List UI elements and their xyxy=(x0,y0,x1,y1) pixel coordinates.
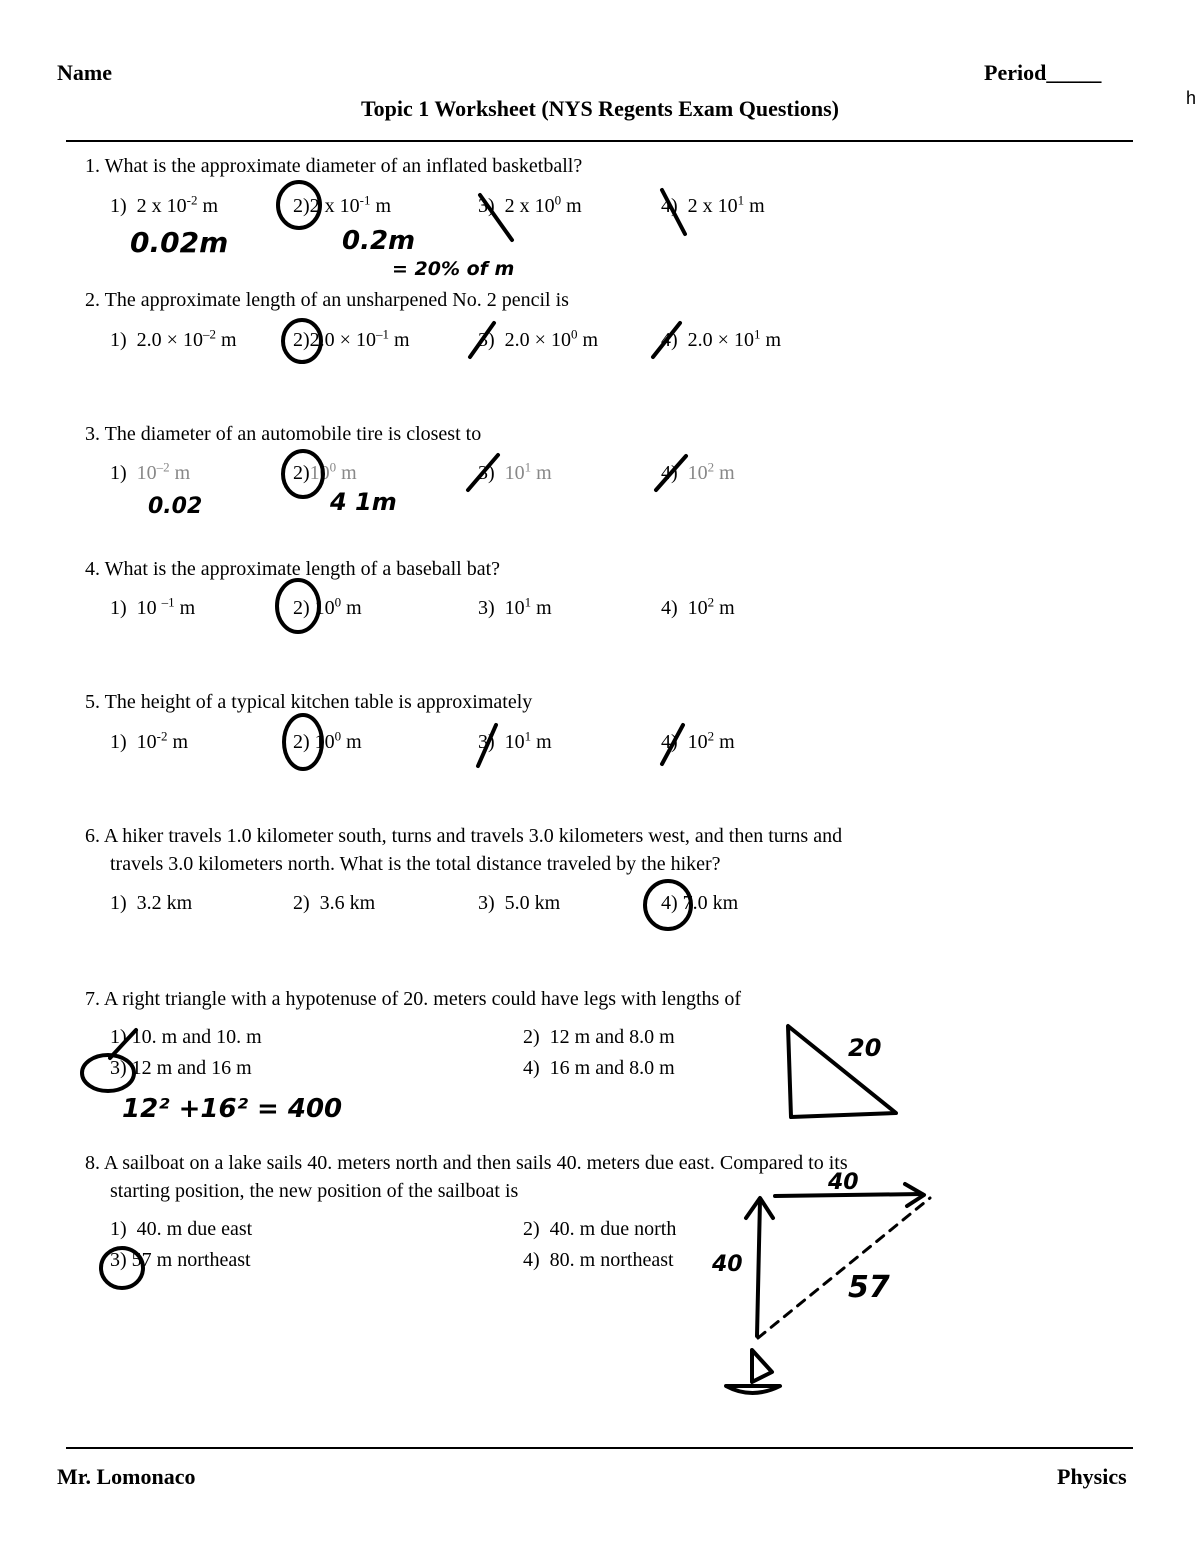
q8-north-label: 40 xyxy=(712,1252,743,1277)
q2-option-2[interactable]: $2)2.0 \times 10^{-1}$ m xyxy=(293,326,410,351)
q1-handwritten-note-c: = 20% of m xyxy=(392,258,515,280)
q1-handwritten-note-a: 0.02m xyxy=(130,226,229,259)
header-rule xyxy=(66,140,1133,142)
q4-option-3[interactable]: 3) $10^1$ m xyxy=(478,594,552,619)
q4-option-4[interactable]: 4) $10^2$ m xyxy=(661,594,735,619)
q8-diagonal-label: 57 xyxy=(848,1270,890,1305)
question-5-stem: 5. The height of a typical kitchen table is approximately xyxy=(85,691,533,713)
teacher-name: Mr. Lomonaco xyxy=(57,1464,196,1489)
q7-option-2[interactable]: 2) 12 m and 8.0 m xyxy=(523,1026,675,1048)
q7-handwritten-work: 12² +16² = 400 xyxy=(122,1094,343,1124)
q5-option-4[interactable]: 4) $10^2$ m xyxy=(661,728,735,753)
q1-handwritten-note-b: 0.2m xyxy=(342,226,416,256)
q1-option-4[interactable]: 4) 2 x $10^1$ m xyxy=(661,192,765,217)
q7-triangle-label: 20 xyxy=(848,1034,882,1062)
q2-option-3[interactable]: 3) $2.0 \times 10^0$ m xyxy=(478,326,599,351)
q3-option-1[interactable]: 1) $10^{-2}$ m xyxy=(110,459,191,484)
q8-east-arrowhead xyxy=(905,1184,924,1206)
q4-option-1[interactable]: 1) 10 $^{-1}$ m xyxy=(110,594,196,619)
q8-option-1[interactable]: 1) 40. m due east xyxy=(110,1218,253,1240)
question-1-stem: 1. What is the approximate diameter of an inflated basketball? xyxy=(85,155,583,177)
question-7-stem: 7. A right triangle with a hypotenuse of 20. meters could have legs with lengths of xyxy=(85,988,741,1010)
q1-option-1[interactable]: 1) 2 x $10^{-2}$ m xyxy=(110,192,219,217)
q6-option-3[interactable]: 3) 5.0 km xyxy=(478,892,561,914)
q2-option-1[interactable]: 1) $2.0 \times 10^{-2}$ m xyxy=(110,326,237,351)
q8-option-3[interactable]: 3) 57 m northeast xyxy=(110,1249,251,1271)
margin-mark: h xyxy=(1186,88,1197,108)
q1-option-2[interactable]: 2)2 x $10^{-1}$ m xyxy=(293,192,392,217)
q3-option-4[interactable]: 4) $10^2$ m xyxy=(661,459,735,484)
q5-option-2[interactable]: 2) $10^0$ m xyxy=(293,728,362,753)
q6-option-4[interactable]: 4) 7.0 km xyxy=(661,892,739,914)
period-label: Period_____ xyxy=(984,60,1102,85)
question-6-stem-line-2: travels 3.0 kilometers north. What is the total distance traveled by the hiker? xyxy=(110,853,721,875)
q6-option-2[interactable]: 2) 3.6 km xyxy=(293,892,376,914)
q7-option-1[interactable]: 1) 10. m and 10. m xyxy=(110,1026,262,1048)
q7-option-3[interactable]: 3) 12 m and 16 m xyxy=(110,1057,252,1079)
worksheet-title: Topic 1 Worksheet (NYS Regents Exam Questions) xyxy=(361,96,839,121)
q4-option-2[interactable]: 2) $10^0$ m xyxy=(293,594,362,619)
q8-east-label: 40 xyxy=(828,1170,859,1195)
subject-label: Physics xyxy=(1057,1464,1127,1489)
q5-option-3[interactable]: 3) $10^1$ m xyxy=(478,728,552,753)
q8-option-2[interactable]: 2) 40. m due north xyxy=(523,1218,677,1240)
q3-handwritten-note-b: 4 1m xyxy=(330,488,397,516)
q8-north-arrowhead xyxy=(746,1198,773,1218)
q8-north-vector xyxy=(757,1200,760,1336)
question-6-stem-line-1: 6. A hiker travels 1.0 kilometer south, turns and travels 3.0 kilometers west, and then turns and xyxy=(85,825,843,847)
question-3-stem: 3. The diameter of an automobile tire is closest to xyxy=(85,423,482,445)
q8-resultant-dashed xyxy=(758,1198,930,1338)
q6-option-1[interactable]: 1) 3.2 km xyxy=(110,892,193,914)
sailboat-hull xyxy=(726,1386,780,1393)
q3-handwritten-note-a: 0.02 xyxy=(148,494,203,519)
q8-option-4[interactable]: 4) 80. m northeast xyxy=(523,1249,674,1271)
question-8-stem-line-2: starting position, the new position of the sailboat is xyxy=(110,1180,519,1202)
q7-option-4[interactable]: 4) 16 m and 8.0 m xyxy=(523,1057,675,1079)
q5-option-1[interactable]: 1) $10^{-2}$ m xyxy=(110,728,189,753)
q1-option-3[interactable]: 3) 2 x $10^0$ m xyxy=(478,192,582,217)
question-8-stem-line-1: 8. A sailboat on a lake sails 40. meters north and then sails 40. meters due east. Compared to its xyxy=(85,1152,848,1174)
name-label: Name xyxy=(57,60,112,85)
q3-option-3[interactable]: 3) $10^1$ m xyxy=(478,459,552,484)
footer-rule xyxy=(66,1447,1133,1449)
sailboat-sail xyxy=(752,1350,772,1382)
question-2-stem: 2. The approximate length of an unsharpened No. 2 pencil is xyxy=(85,289,569,311)
question-4-stem: 4. What is the approximate length of a baseball bat? xyxy=(85,558,501,580)
q2-option-4[interactable]: 4) $2.0 \times 10^1$ m xyxy=(661,326,782,351)
q3-option-2[interactable]: $2)10^0$ m xyxy=(293,459,357,484)
